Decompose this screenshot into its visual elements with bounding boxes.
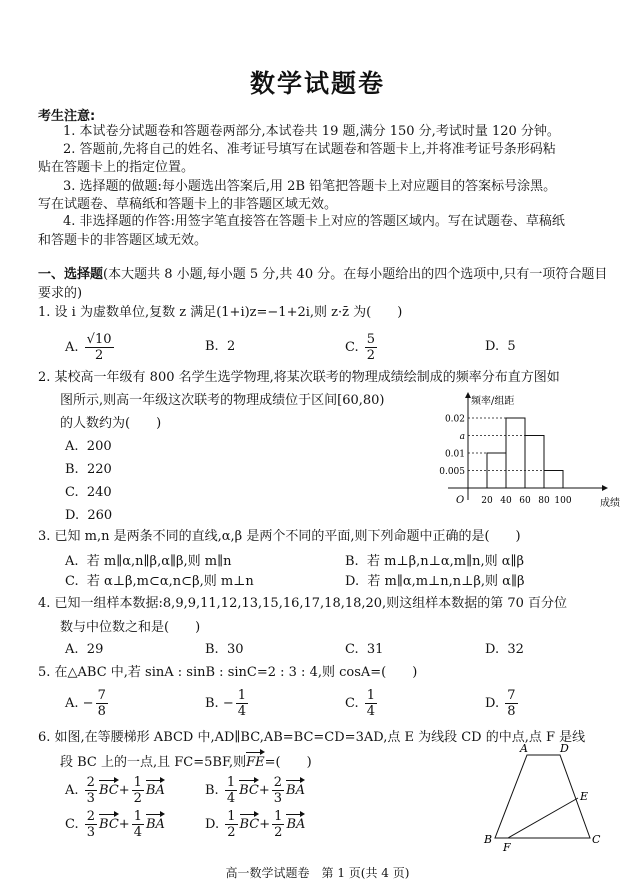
option-label: A. [65, 554, 79, 569]
histogram-bar [525, 436, 544, 489]
fraction [85, 332, 114, 363]
denominator: 3 [86, 791, 95, 806]
sign: − [82, 696, 94, 711]
vector-ba: BA [146, 779, 165, 800]
option-text: 30 [226, 642, 244, 657]
histogram-figure [439, 390, 620, 510]
q4-option-c [345, 641, 383, 659]
q2-stem: 2. 某校高一年级有 800 名学生选学物理,将某次联考的物理成绩绘制成的频率分布直方图如 [38, 370, 560, 385]
numerator: 1 [226, 775, 236, 790]
notice-heading: 考生注意: [38, 109, 96, 124]
x-tick-label: 40 [500, 496, 512, 506]
q2-stem-cont: 图所示,则高一年级这次联考的物理成绩位于区间[60,80) [60, 393, 385, 408]
vector-ba: BA [146, 813, 165, 834]
vector-ba: BA [286, 779, 305, 800]
q6-stem: 6. 如图,在等腰梯形 ABCD 中,AD∥BC,AB=BC=CD=3AD,点 E 为线段 CD 的中点,点 F 是线 [38, 730, 586, 745]
denominator: 3 [86, 825, 96, 840]
option-label: D. [205, 817, 220, 832]
fraction [365, 332, 377, 363]
q1-stem: 1. 设 i 为虚数单位,复数 z 满足(1+i)z=−1+2i,则 z·z̄ 为( ) [38, 305, 403, 320]
option-text: 32 [507, 642, 524, 657]
option-label: B. [345, 554, 359, 569]
numerator: 1 [133, 809, 142, 824]
option-label: A. [65, 642, 79, 657]
fraction [85, 809, 97, 840]
q3-stem: 3. 已知 m,n 是两条不同的直线,α,β 是两个不同的平面,则下列命题中正确的是( ) [38, 529, 521, 544]
q3-option-c [65, 573, 254, 591]
x-tick-label: 80 [538, 496, 550, 506]
q5-option-a [65, 688, 110, 719]
denominator: 4 [237, 704, 247, 719]
numerator: 2 [86, 775, 95, 790]
denominator: 2 [133, 791, 142, 806]
point-label-a: A [520, 742, 528, 755]
option-text: 5 [507, 339, 516, 354]
option-label: B. [65, 462, 79, 477]
stem-text: 段 BC 上的一点,且 FC=5BF,则 [60, 755, 247, 770]
q6-stem-cont [60, 751, 312, 772]
numerator: 5 [366, 332, 376, 347]
option-text: 2 [226, 339, 236, 354]
option-label: A. [65, 783, 79, 798]
option-text: 若 α⊥β,m⊂α,n⊂β,则 m⊥n [86, 574, 254, 589]
histogram-bar [544, 471, 563, 489]
option-label: D. [485, 642, 500, 657]
option-text: 若 m∥α,m⊥n,n⊥β,则 α∥β [367, 574, 525, 589]
denominator: 4 [366, 704, 376, 719]
q5-stem: 5. 在△ABC 中,若 sinA : sinB : sinC=2 : 3 : 4,则 cosA=( ) [38, 665, 418, 680]
fraction [236, 688, 248, 719]
q4-option-b [205, 641, 244, 659]
q1-option-b [205, 338, 235, 356]
fraction [272, 809, 284, 840]
segment-fe [508, 798, 578, 838]
point-label-e: E [580, 790, 589, 803]
denominator: 8 [97, 704, 106, 719]
numerator: 1 [237, 688, 247, 703]
point-label-f: F [503, 841, 511, 854]
option-label: B. [205, 696, 219, 711]
vector-bc: BC [99, 779, 119, 800]
fraction [225, 809, 237, 840]
numerator: 7 [507, 688, 516, 703]
q4-option-a [65, 641, 103, 659]
y-tick-label: a [459, 432, 465, 442]
q4-stem: 4. 已知一组样本数据:8,9,9,11,12,13,15,16,17,18,18,20,则这组样本数据的第 70 百分位 [38, 596, 568, 611]
page-title: 数学试题卷 [249, 69, 385, 98]
numerator: 1 [274, 809, 283, 824]
notice-line: 3. 选择题的做题:每小题选出答案后,用 2B 铅笔把答题卡上对应题目的答案标号涂黑。 [63, 179, 557, 194]
option-label: C. [345, 696, 359, 711]
numerator: 1 [133, 775, 142, 790]
option-label: A. [65, 340, 79, 355]
option-label: C. [345, 340, 359, 355]
denominator: 2 [227, 825, 236, 840]
q5-option-d [485, 688, 520, 719]
point-label-c: C [592, 833, 601, 846]
notice-line: 2. 答题前,先将自己的姓名、准考证号填写在试题卷和答题卡上,并将准考证号条形码粘 [63, 142, 556, 157]
fraction [132, 775, 144, 806]
sign: − [222, 696, 234, 711]
notice-line: 写在试题卷、草稿纸和答题卡上的非答题区域无效。 [38, 197, 338, 212]
numerator: 1 [366, 688, 376, 703]
x-tick-label: 100 [554, 496, 572, 506]
plus-sign: + [259, 817, 271, 832]
option-text: 31 [366, 642, 384, 657]
denominator: 4 [226, 791, 236, 806]
vector-ba: BA [286, 813, 305, 834]
option-label: C. [345, 642, 359, 657]
q6-option-a [65, 775, 165, 806]
option-label: B. [205, 642, 219, 657]
q1-option-d [485, 338, 516, 356]
option-label: B. [205, 783, 219, 798]
option-label: C. [65, 817, 79, 832]
x-tick-label: 20 [481, 496, 493, 506]
q2-option-b [65, 461, 112, 479]
option-label: D. [65, 508, 80, 523]
denominator: 2 [274, 825, 283, 840]
numerator: √10 [86, 332, 112, 347]
plus-sign: + [118, 783, 130, 798]
plus-sign: + [258, 783, 270, 798]
q3-option-a [65, 553, 231, 571]
vector-bc: BC [99, 813, 119, 834]
q3-option-d [345, 573, 524, 591]
vector-fe: FE [246, 751, 265, 772]
option-text: 260 [87, 508, 113, 523]
fraction [96, 688, 108, 719]
y-tick-label: 0.01 [444, 449, 465, 460]
q3-option-b [345, 553, 524, 571]
denominator: 2 [366, 348, 376, 363]
option-label: C. [65, 574, 79, 589]
q1-option-a [65, 332, 116, 363]
q2-option-a [65, 438, 112, 456]
q2-option-d [65, 507, 112, 525]
q6-option-d [205, 809, 305, 840]
y-tick-label: 0.005 [439, 467, 465, 477]
fraction [365, 688, 377, 719]
notice-line: 和答题卡的非答题区域无效。 [38, 233, 208, 248]
denominator: 3 [273, 791, 283, 806]
section-heading: 一、选择题 [38, 267, 104, 282]
option-text: 若 m⊥β,n⊥α,m∥n,则 α∥β [366, 554, 525, 569]
option-label: D. [485, 696, 500, 711]
fraction [505, 688, 517, 719]
option-label: A. [65, 439, 79, 454]
y-tick-label: 0.02 [444, 414, 465, 425]
option-label: B. [205, 339, 219, 354]
option-label: D. [345, 574, 360, 589]
option-text: 220 [86, 462, 112, 477]
option-label: C. [65, 485, 79, 500]
numerator: 7 [97, 688, 106, 703]
fraction [85, 775, 97, 806]
page-footer: 高一数学试题卷 第 1 页(共 4 页) [225, 866, 410, 880]
q4-stem-cont: 数与中位数之和是( ) [60, 620, 201, 635]
x-tick-label: 60 [519, 496, 531, 506]
notice-line: 4. 非选择题的作答:用签字笔直接答在答题卡上对应的答题区域内。写在试题卷、草稿纸 [63, 214, 565, 229]
x-axis-label: 成绩 [600, 498, 620, 509]
notice-line: 贴在答题卡上的指定位置。 [38, 160, 195, 175]
q2-option-c [65, 484, 112, 502]
option-label: D. [485, 339, 500, 354]
section-heading-line [38, 266, 607, 284]
option-text: 若 m∥α,n∥β,α∥β,则 m∥n [86, 554, 232, 569]
vector-bc: BC [240, 813, 260, 834]
point-label-d: D [560, 742, 569, 755]
denominator: 2 [94, 348, 104, 363]
y-axis-label: 频率/组距 [471, 396, 515, 407]
trapezoid-abcd [495, 755, 590, 838]
option-text: 240 [86, 485, 112, 500]
stem-text: =( ) [264, 755, 312, 770]
q1-option-c [345, 332, 379, 363]
point-label-b: B [484, 833, 493, 846]
q6-option-c [65, 809, 165, 840]
q5-option-b [205, 688, 250, 719]
q6-option-b [205, 775, 305, 806]
trapezoid-figure [480, 740, 610, 855]
section-desc: (本大题共 8 小题,每小题 5 分,共 40 分。在每小题给出的四个选项中,只有一项符合题目 [103, 267, 608, 282]
option-label: A. [65, 696, 79, 711]
option-text: 200 [86, 439, 112, 454]
q5-option-c [345, 688, 379, 719]
option-text: 29 [86, 642, 104, 657]
fraction [272, 775, 284, 806]
vector-bc: BC [239, 779, 259, 800]
fraction [132, 809, 144, 840]
numerator: 1 [227, 809, 236, 824]
denominator: 4 [133, 825, 142, 840]
histogram-bar [506, 418, 525, 488]
q4-option-d [485, 641, 524, 659]
numerator: 2 [273, 775, 283, 790]
q2-stem-cont: 的人数约为( ) [60, 416, 162, 431]
x-axis-arrow [602, 485, 608, 491]
fraction [225, 775, 237, 806]
denominator: 8 [507, 704, 516, 719]
plus-sign: + [118, 817, 130, 832]
origin-label: O [456, 495, 465, 506]
section-desc-cont: 要求的) [38, 286, 83, 301]
notice-line: 1. 本试卷分试题卷和答题卷两部分,本试卷共 19 题,满分 150 分,考试时量 120 分钟。 [63, 124, 560, 139]
numerator: 2 [86, 809, 96, 824]
